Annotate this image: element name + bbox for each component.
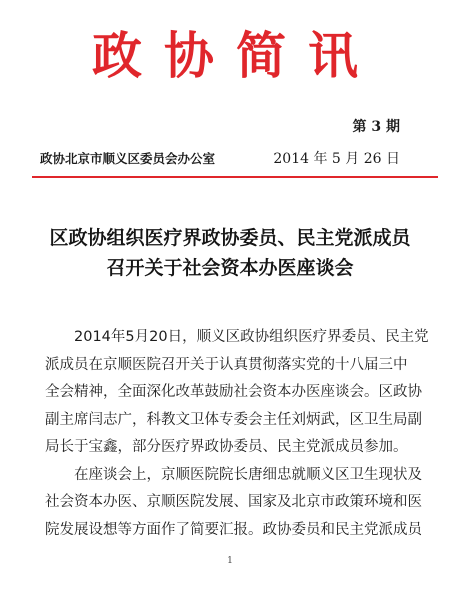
article-title-line: 区政协组织医疗界政协委员、民主党派成员 [49,227,411,249]
body-line: 院发展设想等方面作了简要汇报。政协委员和民主党派成员 [45,521,422,538]
header-divider [32,176,438,178]
body-line: 全会精神，全面深化改革鼓励社会资本办医座谈会。区政协 [45,384,422,400]
page-number: 1 [227,556,233,566]
publication-date: 2014 年 5 月 26 日 [273,151,400,167]
issuing-office: 政协北京市顺义区委员会办公室 [40,151,216,166]
issue-number: 第 3 期 [352,119,400,135]
body-line: 派成员在京顺医院召开关于认真贯彻落实党的十八届三中 [45,356,408,373]
article-body [45,324,429,544]
body-line: 局长于宝鑫，部分医疗界政协委员、民主党派成员参加。 [45,439,408,455]
body-line: 社会资本办医、京顺医院发展、国家及北京市政策环境和医 [45,494,422,510]
article-title-line: 召开关于社会资本办医座谈会 [106,257,354,279]
body-line: 在座谈会上，京顺医院院长唐细忠就顺义区卫生现状及 [45,466,422,483]
body-line: 2014年5月20日，顺义区政协组织医疗界委员、民主党 [45,329,429,345]
masthead-title: 政协简讯 [92,26,380,85]
body-line: 副主席闫志广，科教文卫体专委会主任刘炳武，区卫生局副 [45,411,422,428]
article-title [0,223,460,283]
